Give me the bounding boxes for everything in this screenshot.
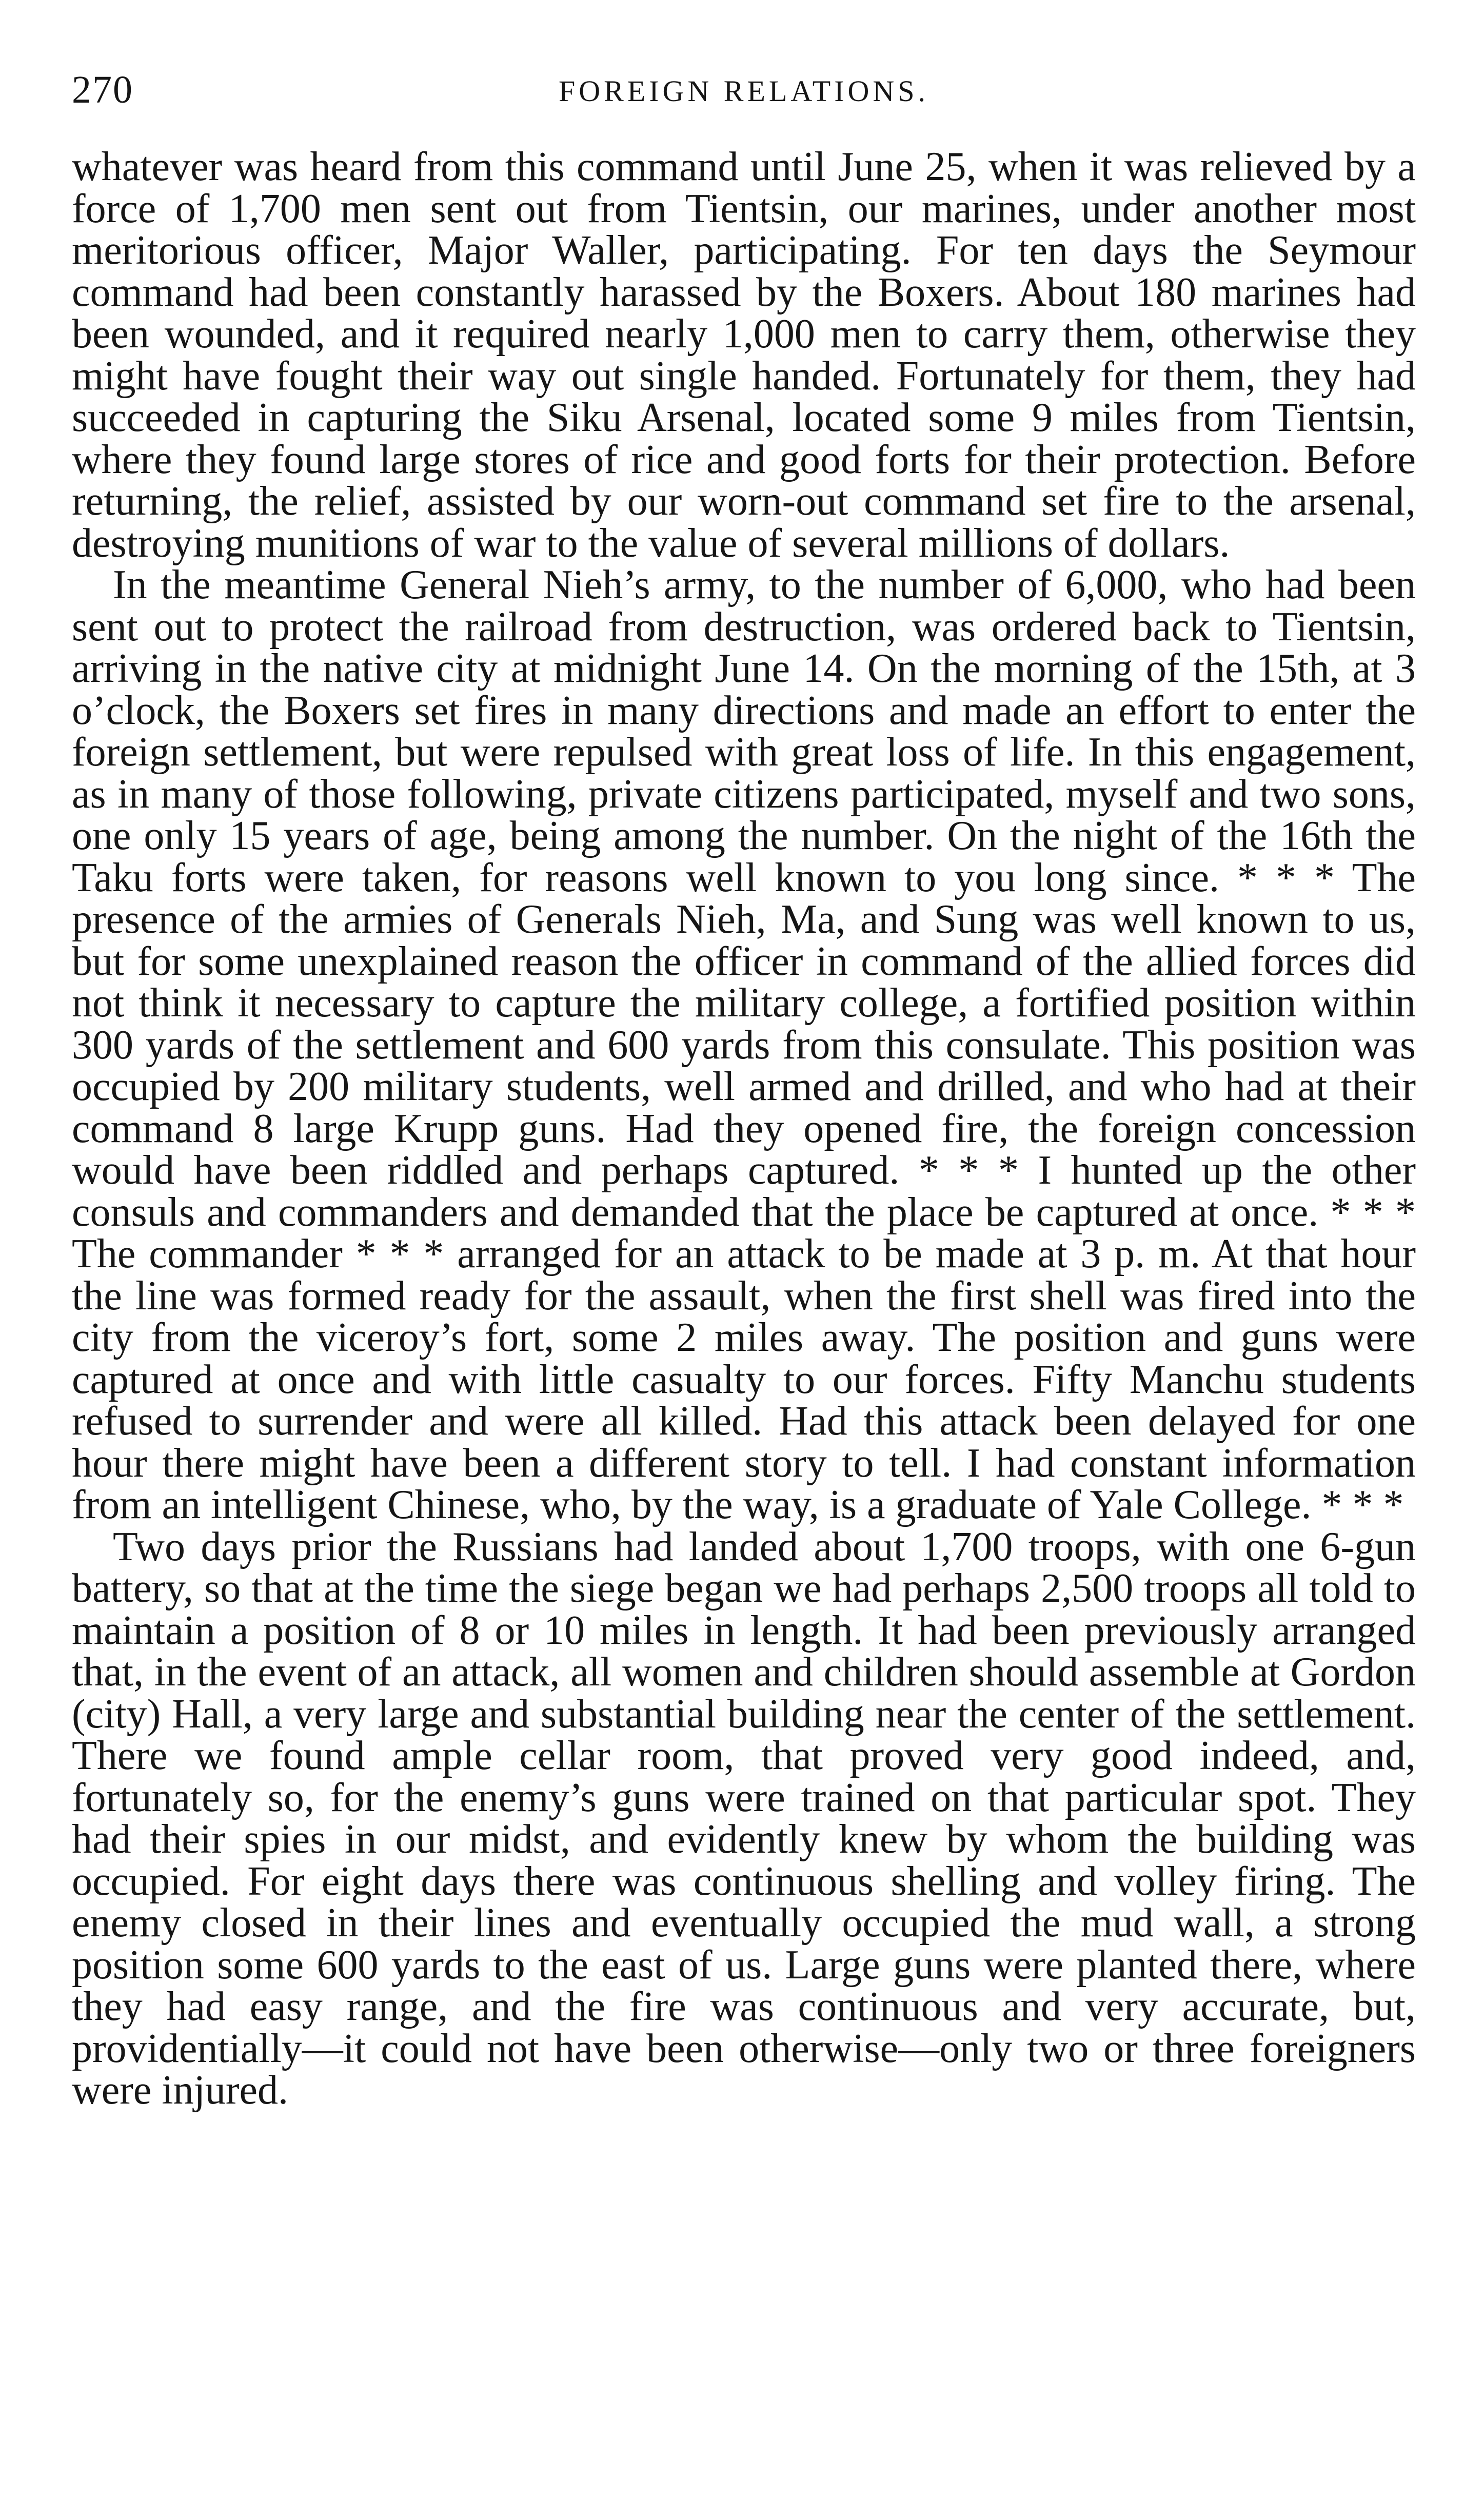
running-head: FOREIGN RELATIONS. [558, 74, 929, 108]
paragraph: In the meantime General Nieh’s army, to the number of 6,000, who had been sent out to protect the railroad from destruction, was ordered back to Tientsin, arriving in the native city at midnight June 14. On the morning of the 15th, at 3 o’clock, the Boxers set fires in many directions and made an effort to enter the foreign settlement, but were repulsed with great loss of life. In this engagement, as in many of those following, private citizens participated, myself and two sons, one only 15 years of age, being among the number. On the night of the 16th the Taku forts were taken, for reasons well known to you long since. * * * The presence of the armies of Generals Nieh, Ma, and Sung was well known to us, but for some unexplained reason the officer in command of the allied forces did not think it necessary to capture the military college, a fortified position within 300 yards of the settlement and 600 yards from this consulate. This position was occupied by 200 military students, well armed and drilled, and who had at their command 8 large Krupp guns. Had they opened fire, the foreign concession would have been riddled and perhaps captured. * * * I hunted up the other consuls and commanders and demanded that the place be captured at once. * * * The commander * * * arranged for an attack to be made at 3 p. m. At that hour the line was formed ready for the assault, when the first shell was fired into the city from the viceroy’s fort, some 2 miles away. The position and guns were captured at once and with little casualty to our forces. Fifty Manchu students refused to surrender and were all killed. Had this attack been delayed for one hour there might have been a different story to tell. I had constant information from an intelligent Chinese, who, by the way, is a graduate of Yale College. * * * [72, 562, 1416, 1527]
page-header [72, 62, 1416, 118]
paragraph: Two days prior the Russians had landed about 1,700 troops, with one 6-gun battery, so that at the time the siege began we had perhaps 2,500 troops all told to maintain a position of 8 or 10 miles in length. It had been previously arranged that, in the event of an attack, all women and children should assemble at Gordon (city) Hall, a very large and substantial building near the center of the settlement. There we found ample cellar room, that proved very good indeed, and, fortunately so, for the enemy’s guns were trained on that particular spot. They had their spies in our midst, and evidently knew by whom the building was occupied. For eight days there was continuous shelling and volley firing. The enemy closed in their lines and eventually occupied the mud wall, a strong position some 600 yards to the east of us. Large guns were planted there, where they had easy range, and the fire was continuous and very accurate, but, providentially—it could not have been otherwise—only two or three foreigners were injured. [72, 1524, 1416, 2113]
paragraph-continued: whatever was heard from this command until June 25, when it was relieved by a force of 1,700 men sent out from Tientsin, our marines, under another most meritorious officer, Major Waller, participating. For ten days the Seymour command had been constantly harassed by the Boxers. About 180 marines had been wounded, and it required nearly 1,000 men to carry them, otherwise they might have fought their way out single handed. Fortunately for them, they had succeeded in capturing the Siku Arsenal, located some 9 miles from Tientsin, where they found large stores of rice and good forts for their protection. Before returning, the relief, assisted by our worn-out command set fire to the arsenal, destroying munitions of war to the value of several millions of dollars. [72, 144, 1416, 566]
body-text [72, 146, 1416, 2112]
page-number: 270 [72, 68, 133, 111]
